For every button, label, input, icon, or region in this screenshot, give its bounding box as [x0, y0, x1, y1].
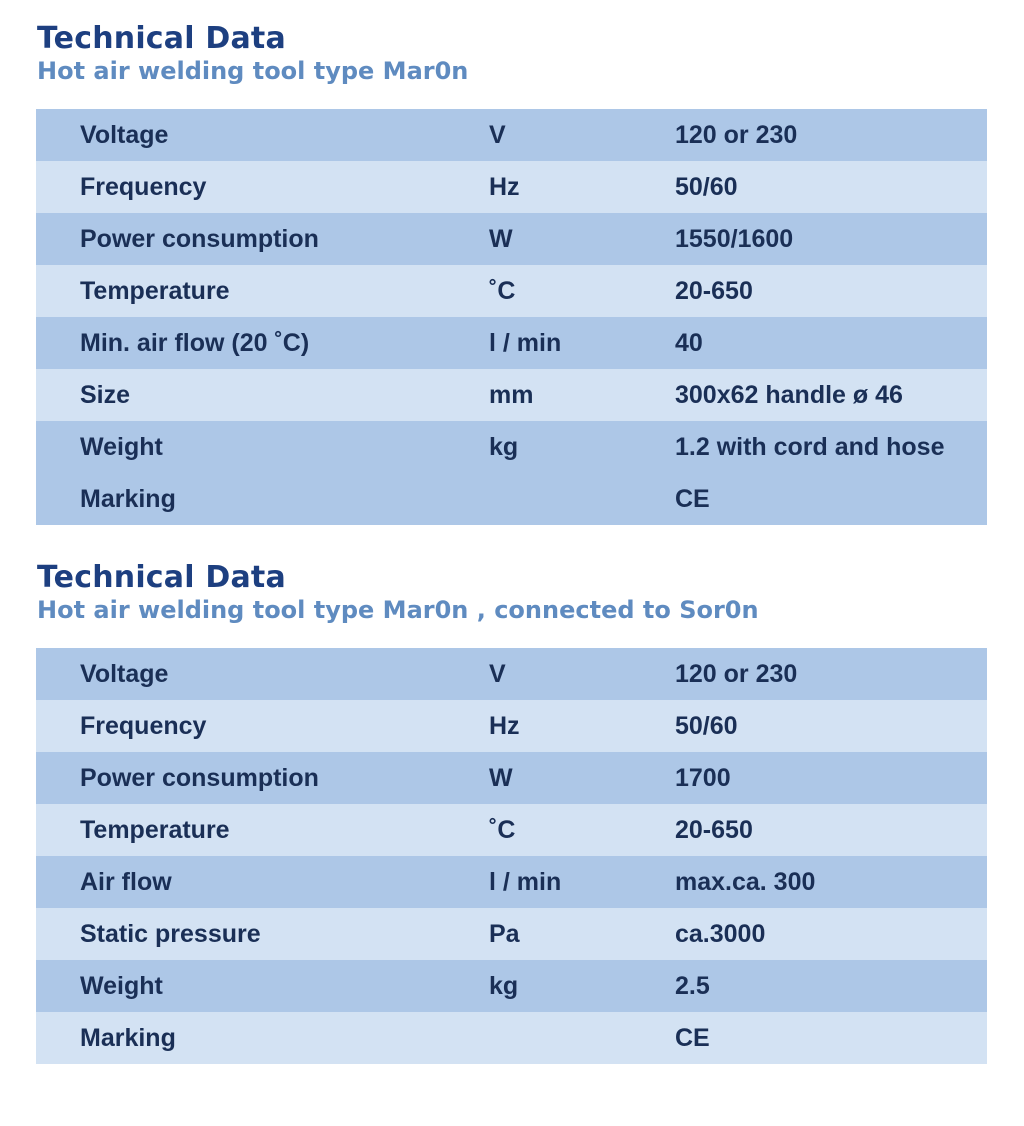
table-row [36, 804, 987, 856]
spec-label: Marking [80, 1023, 176, 1052]
spec-label: Air flow [80, 867, 172, 896]
spec-unit: V [489, 120, 506, 149]
spec-unit: ˚C [489, 276, 516, 305]
section-title: Technical Data [37, 21, 286, 56]
spec-unit: mm [489, 380, 534, 409]
spec-label: Power consumption [80, 763, 319, 792]
spec-value: 1.2 with cord and hose [675, 432, 945, 461]
spec-table [36, 648, 987, 1064]
spec-label: Temperature [80, 276, 230, 305]
table-row [36, 960, 987, 1012]
spec-value: max.ca. 300 [675, 867, 816, 896]
spec-label: Power consumption [80, 224, 319, 253]
spec-unit: ˚C [489, 815, 516, 844]
spec-value: 1700 [675, 763, 731, 792]
spec-value: 300x62 handle ø 46 [675, 380, 903, 409]
spec-value: 40 [675, 328, 703, 357]
table-row [36, 856, 987, 908]
spec-unit: l / min [489, 867, 562, 896]
table-row [36, 1012, 987, 1064]
table-row [36, 213, 987, 265]
spec-label: Weight [80, 432, 163, 461]
spec-value: 20-650 [675, 276, 753, 305]
table-row [36, 369, 987, 421]
spec-unit: l / min [489, 328, 562, 357]
spec-label: Size [80, 380, 131, 409]
table-row [36, 473, 987, 525]
table-row [36, 700, 987, 752]
table-row [36, 752, 987, 804]
section-subtitle: Hot air welding tool type Mar0n [37, 57, 469, 85]
table-row [36, 317, 987, 369]
table-row [36, 908, 987, 960]
spec-unit: kg [489, 971, 519, 1000]
spec-unit: Pa [489, 919, 520, 948]
spec-value: 120 or 230 [675, 120, 798, 149]
spec-value: 20-650 [675, 815, 753, 844]
spec-label: Weight [80, 971, 163, 1000]
spec-label: Marking [80, 484, 176, 513]
spec-unit: W [489, 763, 513, 792]
table-row [36, 161, 987, 213]
spec-value: 120 or 230 [675, 659, 798, 688]
spec-unit: kg [489, 432, 519, 461]
table-row [36, 421, 987, 473]
technical-data-section-1 [36, 21, 987, 513]
table-row [36, 109, 987, 161]
spec-label: Static pressure [80, 919, 261, 948]
spec-value: CE [675, 1023, 710, 1052]
spec-value: 50/60 [675, 711, 738, 740]
technical-data-section-2 [36, 560, 987, 1052]
spec-label: Frequency [80, 711, 207, 740]
spec-label: Frequency [80, 172, 207, 201]
spec-label: Voltage [80, 120, 169, 149]
section-title: Technical Data [37, 560, 286, 595]
spec-value: ca.3000 [675, 919, 766, 948]
spec-label: Voltage [80, 659, 169, 688]
spec-value: CE [675, 484, 710, 513]
spec-unit: V [489, 659, 506, 688]
spec-table [36, 109, 987, 525]
spec-value: 1550/1600 [675, 224, 794, 253]
section-subtitle: Hot air welding tool type Mar0n , connected to Sor0n [37, 596, 759, 624]
spec-unit: Hz [489, 711, 520, 740]
spec-unit: Hz [489, 172, 520, 201]
spec-label: Temperature [80, 815, 230, 844]
spec-label: Min. air flow (20 ˚C) [80, 328, 310, 357]
spec-value: 50/60 [675, 172, 738, 201]
table-row [36, 265, 987, 317]
table-row [36, 648, 987, 700]
spec-unit: W [489, 224, 513, 253]
spec-value: 2.5 [675, 971, 710, 1000]
